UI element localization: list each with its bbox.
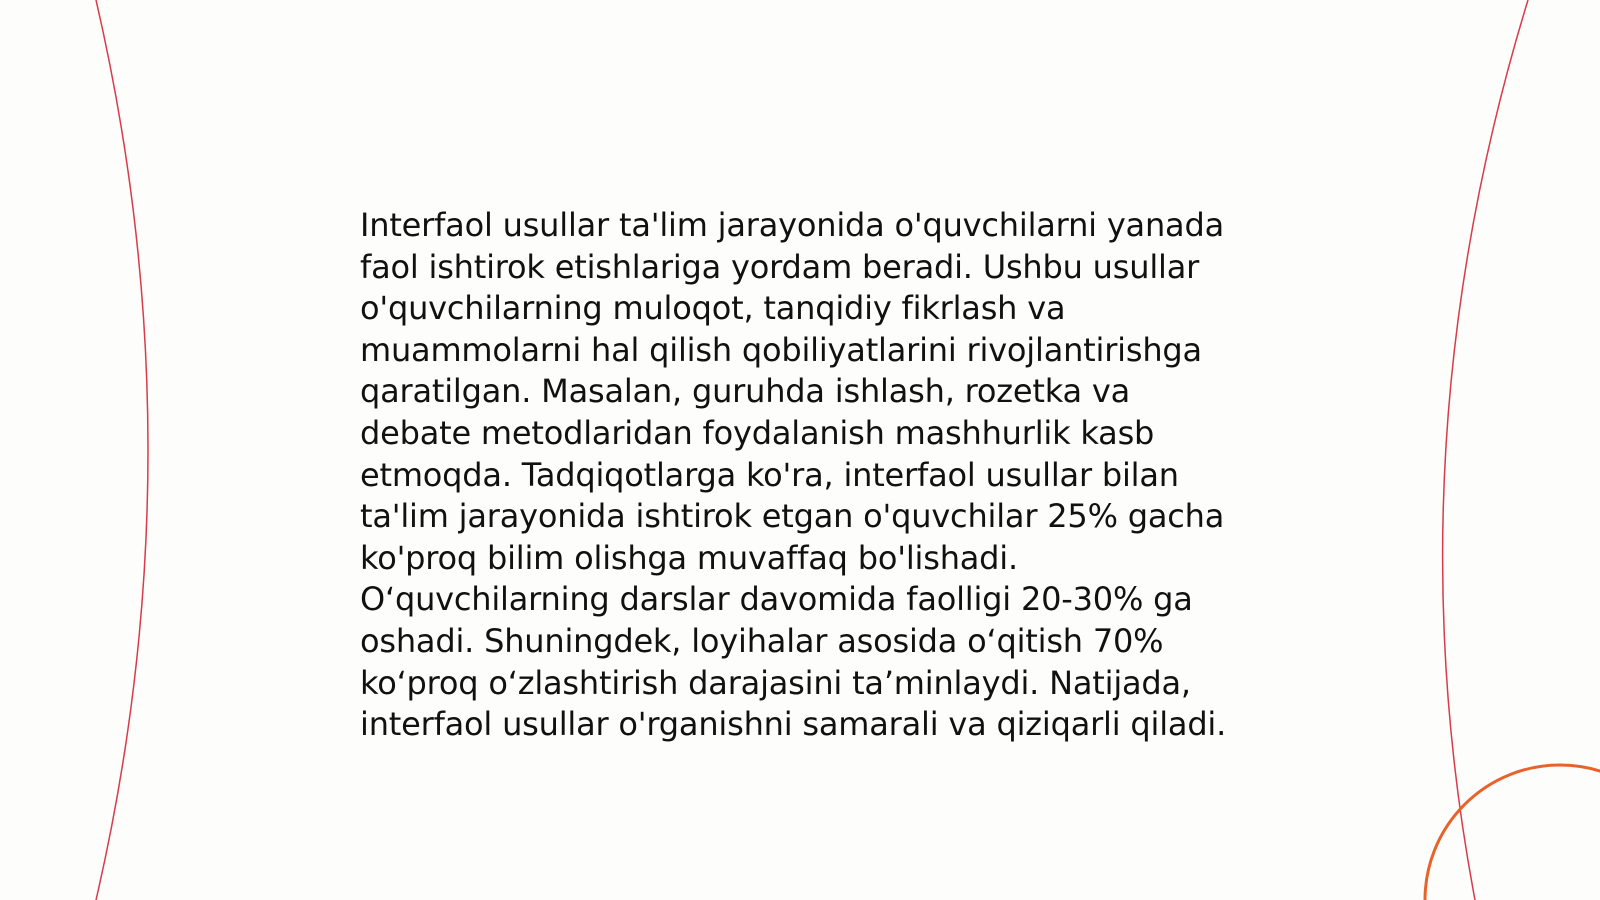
right-curved-line [1443,0,1528,900]
left-curved-line [96,0,148,900]
orange-ring [1425,765,1600,900]
body-paragraph: Interfaol usullar ta'lim jarayonida o'quvchilarni yanada faol ishtirok etishlariga yordam beradi. Ushbu usullar o'quvchilarning muloqot, tanqidiy fikrlash va muammolarni hal qilish qobiliyatlarini rivojlantirishga qaratilgan. Masalan, guruhda ishlash, rozetka va debate metodlaridan foydalanish mashhurlik kasb etmoqda. Tadqiqotlarga ko'ra, interfaol usullar bilan ta'lim jarayonida ishtirok etgan o'quvchilar 25% gacha ko'proq bilim olishga muvaffaq bo'lishadi. O‘quvchilarning darslar davomida faolligi 20-30% ga oshadi. Shuningdek, loyihalar asosida o‘qitish 70% ko‘proq o‘zlashtirish darajasini ta’minlaydi. Natijada, interfaol usullar o'rganishni samarali va qiziqarli qiladi. [360,206,1227,744]
